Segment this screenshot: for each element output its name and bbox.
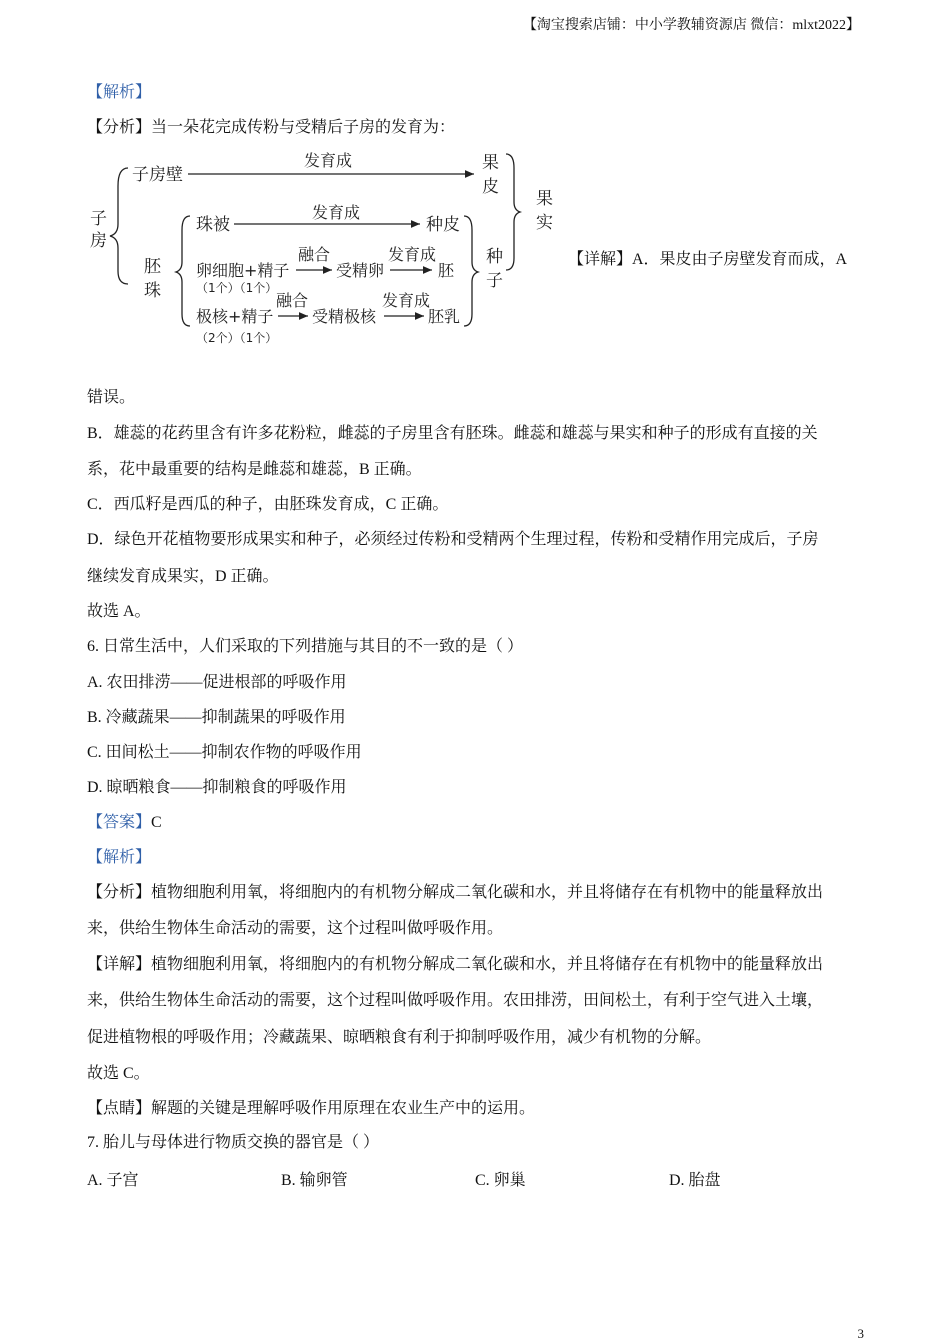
q7-option-d: D. 胎盘 — [669, 1172, 721, 1189]
row3-fayucheng: 发育成 — [388, 245, 437, 264]
q6-answer-value: C — [151, 814, 162, 831]
guoshi-char-1: 果 — [536, 189, 553, 209]
q5-line: D．绿色开花植物要形成果实和种子，必须经过传粉和受精两个生理过程，传粉和受精作用完成后，子房 — [87, 531, 819, 548]
q6-line: 促进植物根的呼吸作用；冷藏蔬果、晾晒粮食有利于抑制呼吸作用，减少有机物的分解。 — [87, 1029, 712, 1046]
zifang-char-2: 房 — [90, 231, 107, 251]
q5-line: B．雄蕊的花药里含有许多花粉粒，雌蕊的子房里含有胚珠。雌蕊和雄蕊与果实和种子的形成有直接的关 — [87, 425, 818, 442]
q5-line: C．西瓜籽是西瓜的种子，由胚珠发育成，C 正确。 — [87, 496, 449, 513]
zifang-char-1: 子 — [90, 209, 107, 229]
q5-line: 错误。 — [87, 389, 136, 406]
ronghe-row4: 融合 — [276, 291, 309, 310]
q6-line: 【详解】植物细胞利用氧，将细胞内的有机物分解成二氧化碳和水，并且将储存在有机物中的能量释放出 — [87, 956, 824, 973]
q6-line: 故选 C。 — [87, 1065, 150, 1082]
peizhu-char-1: 胚 — [144, 257, 161, 277]
q5-detail-head: 【详解】A．果皮由子房壁发育而成，A — [568, 251, 848, 268]
shoujingluan-label: 受精卵 — [336, 261, 385, 280]
q5-analysis: 【分析】当一朵花完成传粉与受精后子房的发育为： — [87, 119, 456, 136]
q6-option-d: D. 晾晒粮食——抑制粮食的呼吸作用 — [87, 779, 347, 796]
zhongzi-char-2: 子 — [486, 271, 503, 291]
q6-line: 来，供给生物体生命活动的需要，这个过程叫做呼吸作用。 — [87, 920, 504, 937]
q7-option-c: C. 卵巢 — [475, 1172, 526, 1189]
row1-fayucheng: 发育成 — [304, 151, 353, 170]
guoshi-char-2: 实 — [536, 213, 553, 233]
page-number: 3 — [857, 1326, 864, 1341]
guopi-char-1: 果 — [482, 153, 499, 173]
zhongzi-char-1: 种 — [486, 247, 503, 267]
q6-answer-label: 【答案】 — [87, 814, 152, 831]
peizhu-brace — [176, 216, 190, 326]
peiru-label: 胚乳 — [428, 307, 461, 326]
q6-answer — [87, 813, 162, 833]
row4-count: （2个）（1个） — [196, 331, 278, 345]
q6-stem: 6. 日常生活中，人们采取的下列措施与其目的不一致的是（ ） — [87, 638, 524, 655]
page-header: 【淘宝搜索店铺：中小学教辅资源店 微信：mlxt2022】 — [522, 18, 860, 33]
q6-option-a: A. 农田排涝——促进根部的呼吸作用 — [87, 674, 347, 691]
jihe-jingzi: 极核+精子 — [196, 307, 274, 326]
q6-line: 【分析】植物细胞利用氧，将细胞内的有机物分解成二氧化碳和水，并且将储存在有机物中的能量释放出 — [87, 884, 824, 901]
ronghe-row3: 融合 — [298, 245, 331, 264]
zifangbi-label: 子房壁 — [132, 165, 183, 185]
pei-label: 胚 — [438, 261, 455, 280]
q7-option-b: B. 输卵管 — [281, 1172, 348, 1189]
row3-count: （1个）（1个） — [196, 281, 278, 295]
zhubei-label: 珠被 — [196, 215, 230, 235]
q5-line: 故选 A。 — [87, 603, 151, 620]
zifang-brace — [110, 168, 128, 284]
zhongzi-brace — [464, 216, 478, 326]
ovary-development-diagram — [86, 146, 566, 356]
q6-line: 【点睛】解题的关键是理解呼吸作用原理在农业生产中的运用。 — [87, 1100, 536, 1117]
shoujingjihe-label: 受精极核 — [312, 307, 377, 326]
q6-jiexi-label: 【解析】 — [87, 849, 152, 866]
q7-stem: 7. 胎儿与母体进行物质交换的器官是（ ） — [87, 1134, 380, 1151]
q5-line: 系，花中最重要的结构是雌蕊和雄蕊，B 正确。 — [87, 461, 422, 478]
q5-line: 继续发育成果实，D 正确。 — [87, 568, 279, 585]
q6-line: 来，供给生物体生命活动的需要，这个过程叫做呼吸作用。农田排涝，田间松土，有利于空气进入土壤， — [87, 992, 824, 1009]
row2-fayucheng: 发育成 — [312, 203, 361, 222]
peizhu-char-2: 珠 — [144, 281, 161, 301]
guopi-char-2: 皮 — [482, 177, 499, 197]
q6-option-c: C. 田间松土——抑制农作物的呼吸作用 — [87, 744, 362, 761]
row4-fayucheng: 发育成 — [382, 291, 431, 310]
guoshi-brace — [506, 154, 520, 270]
luanxibao-jingzi: 卵细胞+精子 — [196, 261, 290, 280]
zhongpi-label: 种皮 — [426, 215, 460, 235]
q5-jiexi-label: 【解析】 — [87, 84, 152, 101]
q7-option-a: A. 子宫 — [87, 1172, 139, 1189]
q6-option-b: B. 冷藏蔬果——抑制蔬果的呼吸作用 — [87, 709, 346, 726]
